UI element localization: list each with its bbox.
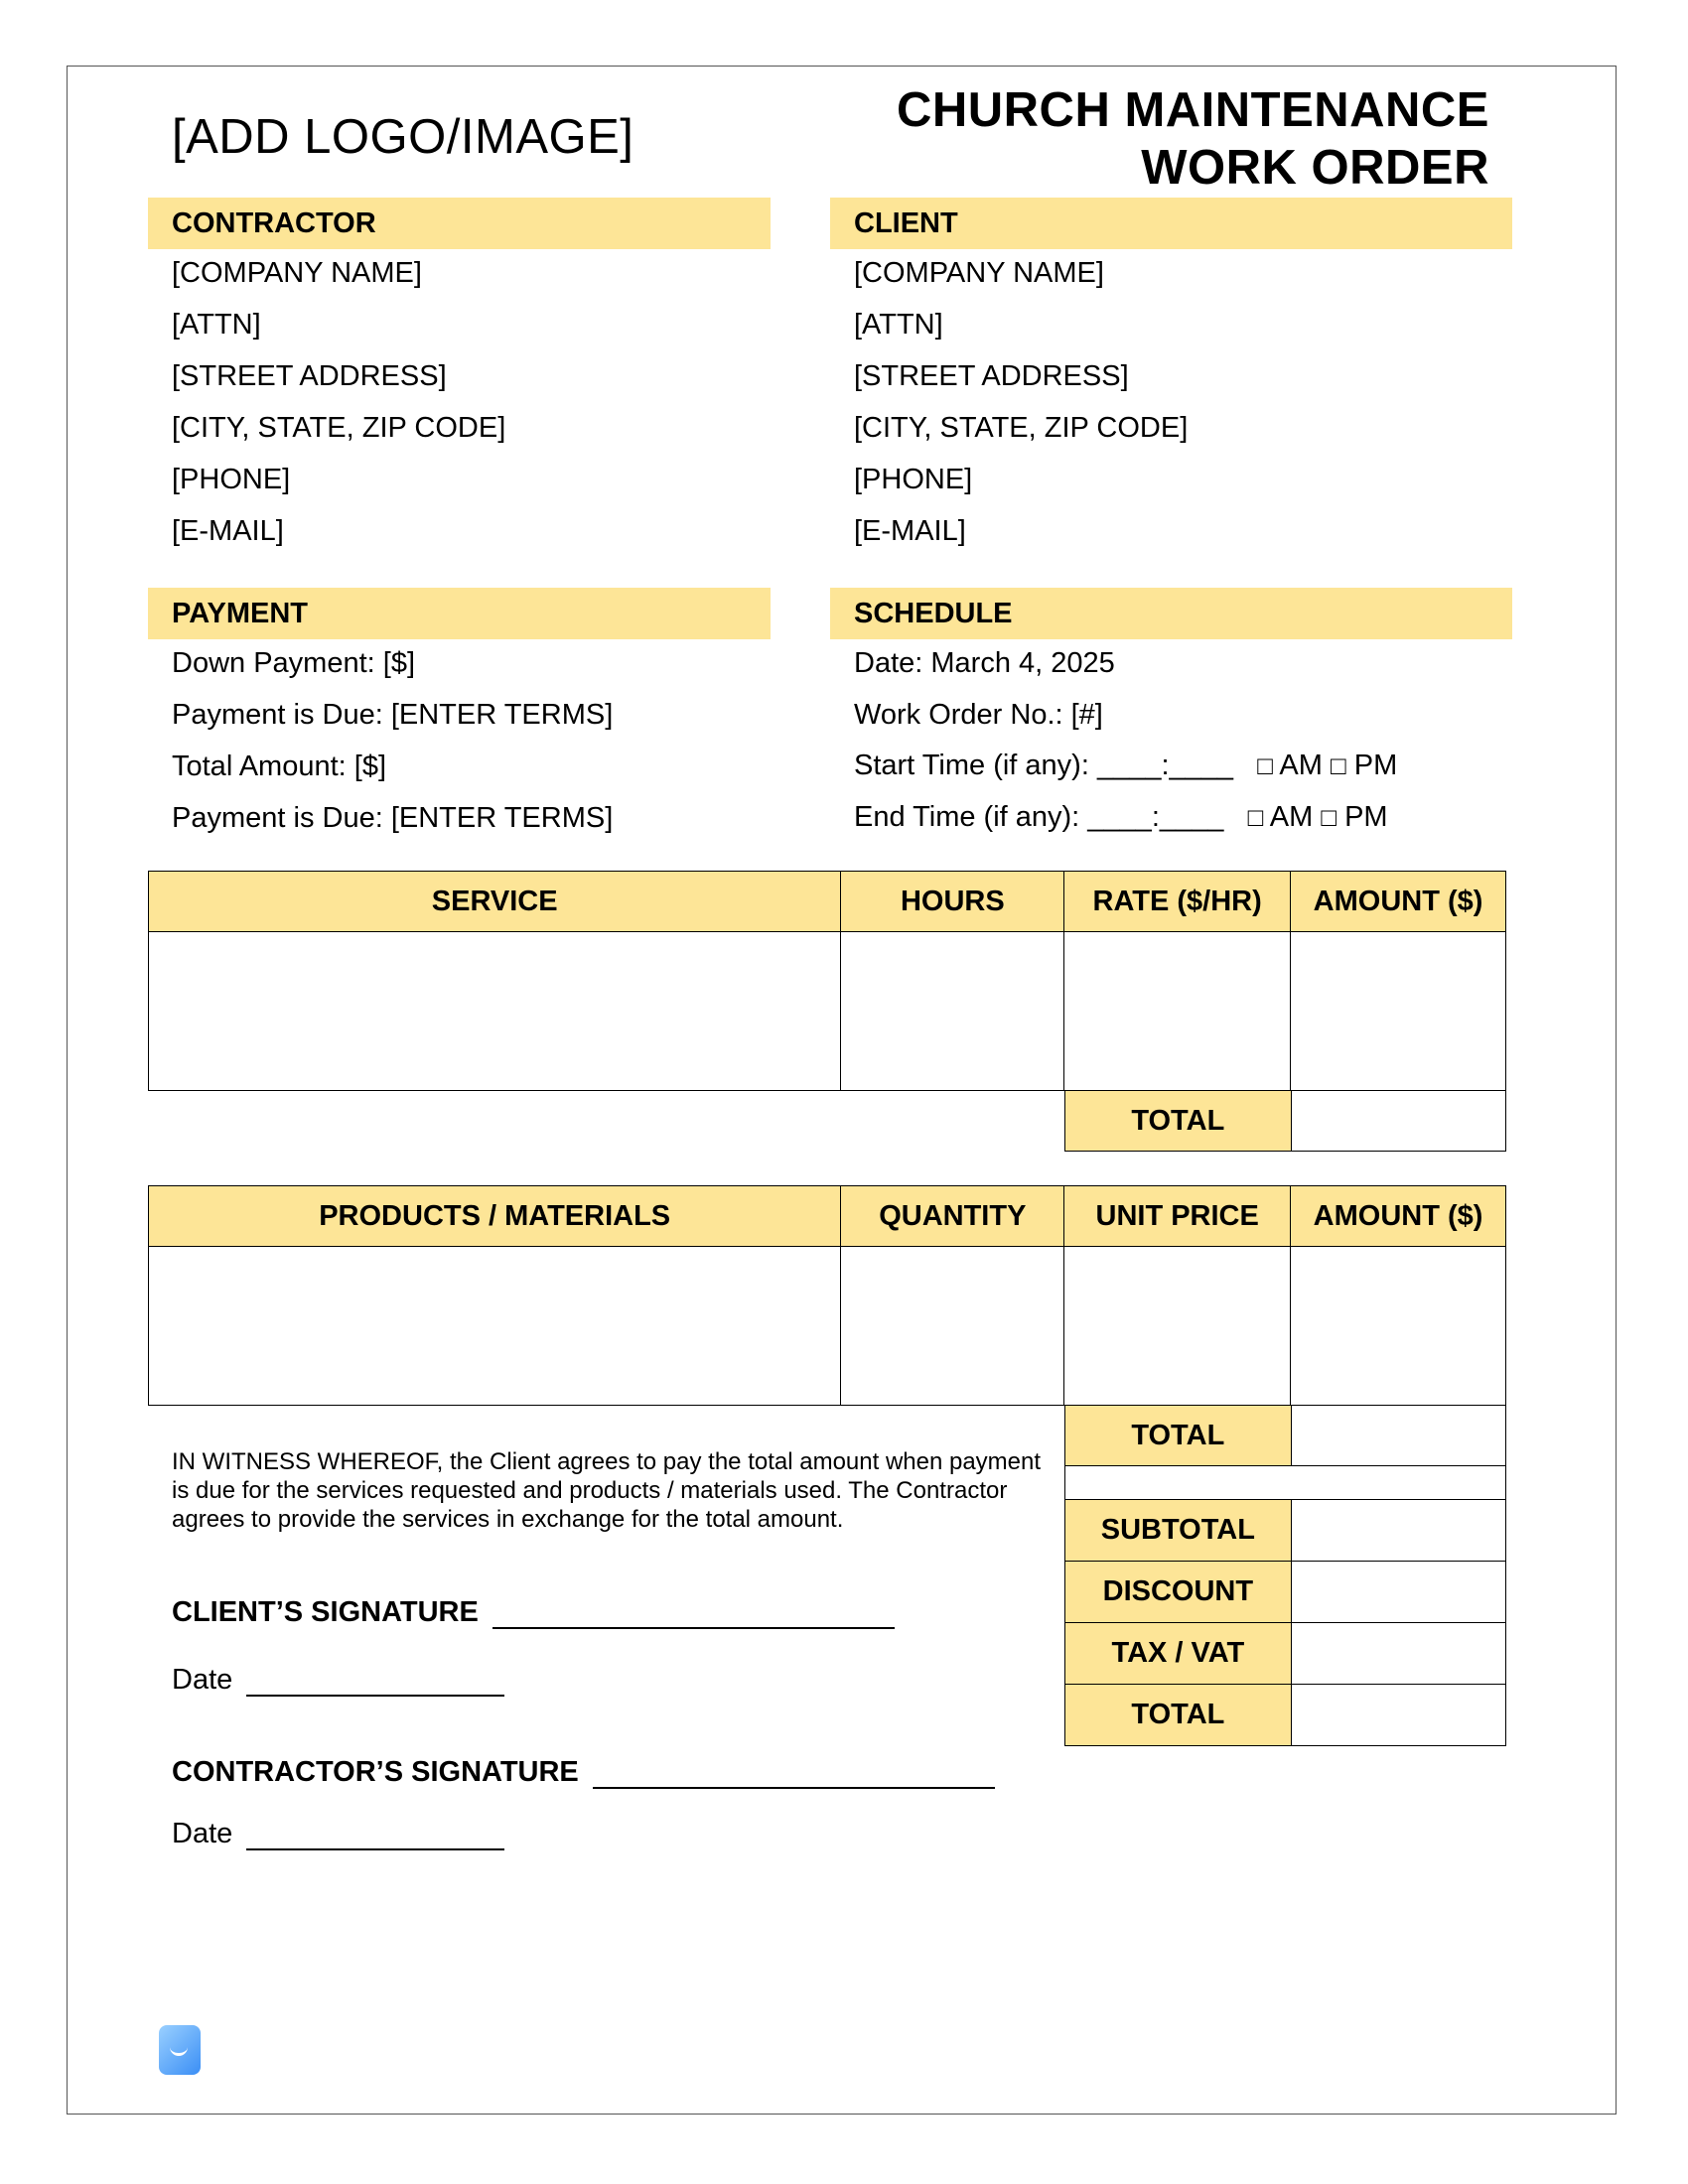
quantity-header: QUANTITY: [841, 1186, 1064, 1247]
end-pm-label: PM: [1344, 801, 1388, 833]
title-line-1: CHURCH MAINTENANCE: [897, 83, 1489, 137]
logo-placeholder[interactable]: [ADD LOGO/IMAGE]: [172, 110, 634, 164]
contractor-signature-line[interactable]: [593, 1761, 995, 1789]
products-total-value[interactable]: [1291, 1406, 1505, 1466]
products-total-table: [1064, 1405, 1506, 1466]
down-payment[interactable]: Down Payment: [$]: [172, 647, 415, 679]
amount-header: AMOUNT ($): [1291, 872, 1506, 932]
rate-header: RATE ($/HR): [1064, 872, 1291, 932]
products-amount-header: AMOUNT ($): [1291, 1186, 1506, 1247]
products-total-label: TOTAL: [1065, 1406, 1292, 1466]
service-total-label: TOTAL: [1065, 1091, 1292, 1152]
start-time-field[interactable]: Start Time (if any): ____:____: [854, 750, 1234, 781]
contractor-phone[interactable]: [PHONE]: [172, 464, 291, 495]
schedule-heading: SCHEDULE: [830, 588, 1512, 639]
work-order-number[interactable]: Work Order No.: [#]: [854, 699, 1103, 731]
service-cell[interactable]: [149, 932, 841, 1091]
client-heading: CLIENT: [830, 198, 1512, 249]
end-time-field[interactable]: End Time (if any): ____:____: [854, 801, 1224, 833]
contractor-date-label: Date: [172, 1818, 233, 1849]
payment-due-2[interactable]: Payment is Due: [ENTER TERMS]: [172, 802, 614, 834]
end-pm-checkbox[interactable]: □: [1321, 802, 1337, 832]
client-date-row: [172, 1663, 504, 1697]
amount-cell[interactable]: [1291, 932, 1506, 1091]
client-signature-row: [172, 1595, 895, 1629]
title-line-2: WORK ORDER: [1141, 141, 1489, 195]
end-am-label: AM: [1269, 801, 1314, 833]
client-date-line[interactable]: [246, 1669, 504, 1697]
products-header: PRODUCTS / MATERIALS: [149, 1186, 841, 1247]
service-total-value[interactable]: [1291, 1091, 1505, 1152]
service-total-table: [1064, 1090, 1506, 1152]
product-cell[interactable]: [149, 1247, 841, 1406]
subtotal-label: SUBTOTAL: [1065, 1500, 1292, 1562]
contractor-company[interactable]: [COMPANY NAME]: [172, 257, 422, 289]
start-pm-label: PM: [1353, 750, 1398, 781]
contractor-signature-label: CONTRACTOR’S SIGNATURE: [172, 1756, 579, 1788]
products-table: [148, 1185, 1506, 1406]
tax-value[interactable]: [1291, 1623, 1505, 1685]
contractor-date-row: [172, 1817, 504, 1850]
client-signature-line[interactable]: [492, 1601, 895, 1629]
client-date-label: Date: [172, 1664, 233, 1696]
contractor-heading: CONTRACTOR: [148, 198, 771, 249]
discount-value[interactable]: [1291, 1562, 1505, 1623]
unit-price-cell[interactable]: [1064, 1247, 1291, 1406]
start-pm-checkbox[interactable]: □: [1330, 751, 1346, 780]
discount-label: DISCOUNT: [1065, 1562, 1292, 1623]
subtotal-value[interactable]: [1291, 1500, 1505, 1562]
end-am-checkbox[interactable]: □: [1247, 802, 1264, 832]
schedule-date[interactable]: Date: March 4, 2025: [854, 647, 1115, 679]
unit-price-header: UNIT PRICE: [1064, 1186, 1291, 1247]
contractor-attn[interactable]: [ATTN]: [172, 309, 261, 341]
client-signature-label: CLIENT’S SIGNATURE: [172, 1596, 479, 1628]
hours-cell[interactable]: [841, 932, 1064, 1091]
brand-logo-icon: [159, 2025, 201, 2075]
client-email[interactable]: [E-MAIL]: [854, 515, 966, 547]
end-time-row: [854, 800, 1388, 834]
grand-total-label: TOTAL: [1065, 1685, 1292, 1746]
client-phone[interactable]: [PHONE]: [854, 464, 973, 495]
rate-cell[interactable]: [1064, 932, 1291, 1091]
contractor-email[interactable]: [E-MAIL]: [172, 515, 284, 547]
grand-total-value[interactable]: [1291, 1685, 1505, 1746]
payment-heading: PAYMENT: [148, 588, 771, 639]
summary-spacer: [1064, 1465, 1506, 1499]
client-company[interactable]: [COMPANY NAME]: [854, 257, 1104, 289]
start-am-checkbox[interactable]: □: [1257, 751, 1273, 780]
total-amount[interactable]: Total Amount: [$]: [172, 751, 387, 782]
start-time-row: [854, 749, 1397, 782]
document-title: [897, 81, 1489, 197]
quantity-cell[interactable]: [841, 1247, 1064, 1406]
client-attn[interactable]: [ATTN]: [854, 309, 943, 341]
contractor-date-line[interactable]: [246, 1823, 504, 1850]
start-am-label: AM: [1279, 750, 1323, 781]
contractor-signature-row: [172, 1755, 995, 1789]
tax-label: TAX / VAT: [1065, 1623, 1292, 1685]
service-table: [148, 871, 1506, 1091]
client-street[interactable]: [STREET ADDRESS]: [854, 360, 1129, 392]
service-header: SERVICE: [149, 872, 841, 932]
contractor-street[interactable]: [STREET ADDRESS]: [172, 360, 447, 392]
hours-header: HOURS: [841, 872, 1064, 932]
contractor-city[interactable]: [CITY, STATE, ZIP CODE]: [172, 412, 506, 444]
summary-table: [1064, 1499, 1506, 1746]
products-amount-cell[interactable]: [1291, 1247, 1506, 1406]
payment-due-1[interactable]: Payment is Due: [ENTER TERMS]: [172, 699, 614, 731]
witness-statement: IN WITNESS WHEREOF, the Client agrees to pay the total amount when payment is due for the services requested and products / materials used. The Contractor agrees to provide the services in exchange for the total amount.: [172, 1448, 1042, 1533]
client-city[interactable]: [CITY, STATE, ZIP CODE]: [854, 412, 1189, 444]
